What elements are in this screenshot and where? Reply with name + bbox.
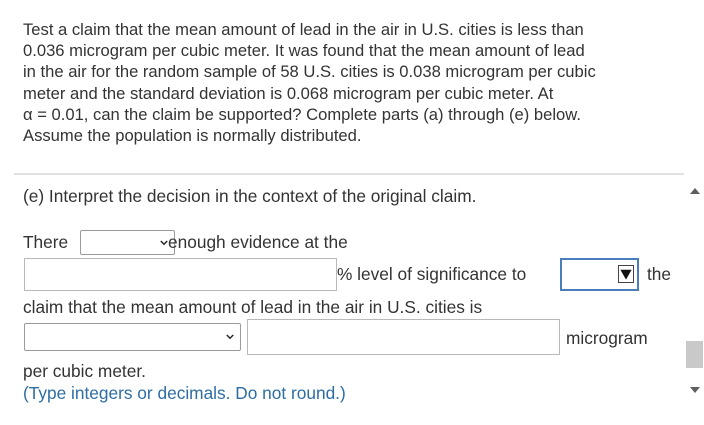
problem-line: Assume the population is normally distributed. — [23, 126, 362, 146]
input-hint: (Type integers or decimals. Do not round.) — [23, 383, 346, 403]
claim-value-input[interactable] — [247, 319, 560, 355]
problem-line: Test a claim that the mean amount of lead in the air in U.S. cities is less than — [23, 20, 584, 39]
chevron-down-icon — [160, 238, 168, 246]
scrollbar-thumb[interactable] — [686, 341, 703, 368]
scroll-up-arrow-icon[interactable] — [690, 188, 700, 194]
scrollbar[interactable] — [685, 178, 704, 400]
problem-line: meter and the standard deviation is 0.068 microgram per cubic meter. At — [23, 83, 554, 103]
the-label: the — [647, 264, 672, 284]
microgram-label: microgram — [566, 328, 648, 348]
there-dropdown[interactable] — [80, 230, 175, 255]
significance-level-input[interactable] — [24, 258, 337, 291]
triangle-down-icon — [619, 266, 633, 282]
scroll-down-arrow-icon[interactable] — [690, 387, 700, 393]
comparison-dropdown[interactable] — [24, 323, 241, 351]
dropdown-toggle[interactable] — [618, 265, 634, 283]
problem-line: 0.036 microgram per cubic meter. It was found that the mean amount of lead — [23, 41, 585, 61]
part-e-prompt: (e) Interpret the decision in the context of the original claim. — [23, 186, 477, 206]
action-dropdown[interactable] — [560, 258, 639, 291]
problem-line: α = 0.01, can the claim be supported? Complete parts (a) through (e) below. — [23, 104, 581, 124]
percent-level-label: % level of significance to — [337, 264, 527, 284]
claim-text: claim that the mean amount of lead in the air in U.S. cities is — [23, 297, 483, 317]
per-cubic-meter-label: per cubic meter. — [23, 361, 146, 381]
chevron-down-icon — [226, 333, 234, 341]
part-e-panel — [14, 178, 684, 403]
enough-evidence-label: enough evidence at the — [168, 232, 348, 252]
problem-line: in the air for the random sample of 58 U.S. cities is 0.038 microgram per cubic — [23, 62, 596, 82]
there-label: There — [23, 232, 69, 252]
problem-statement — [14, 0, 684, 175]
